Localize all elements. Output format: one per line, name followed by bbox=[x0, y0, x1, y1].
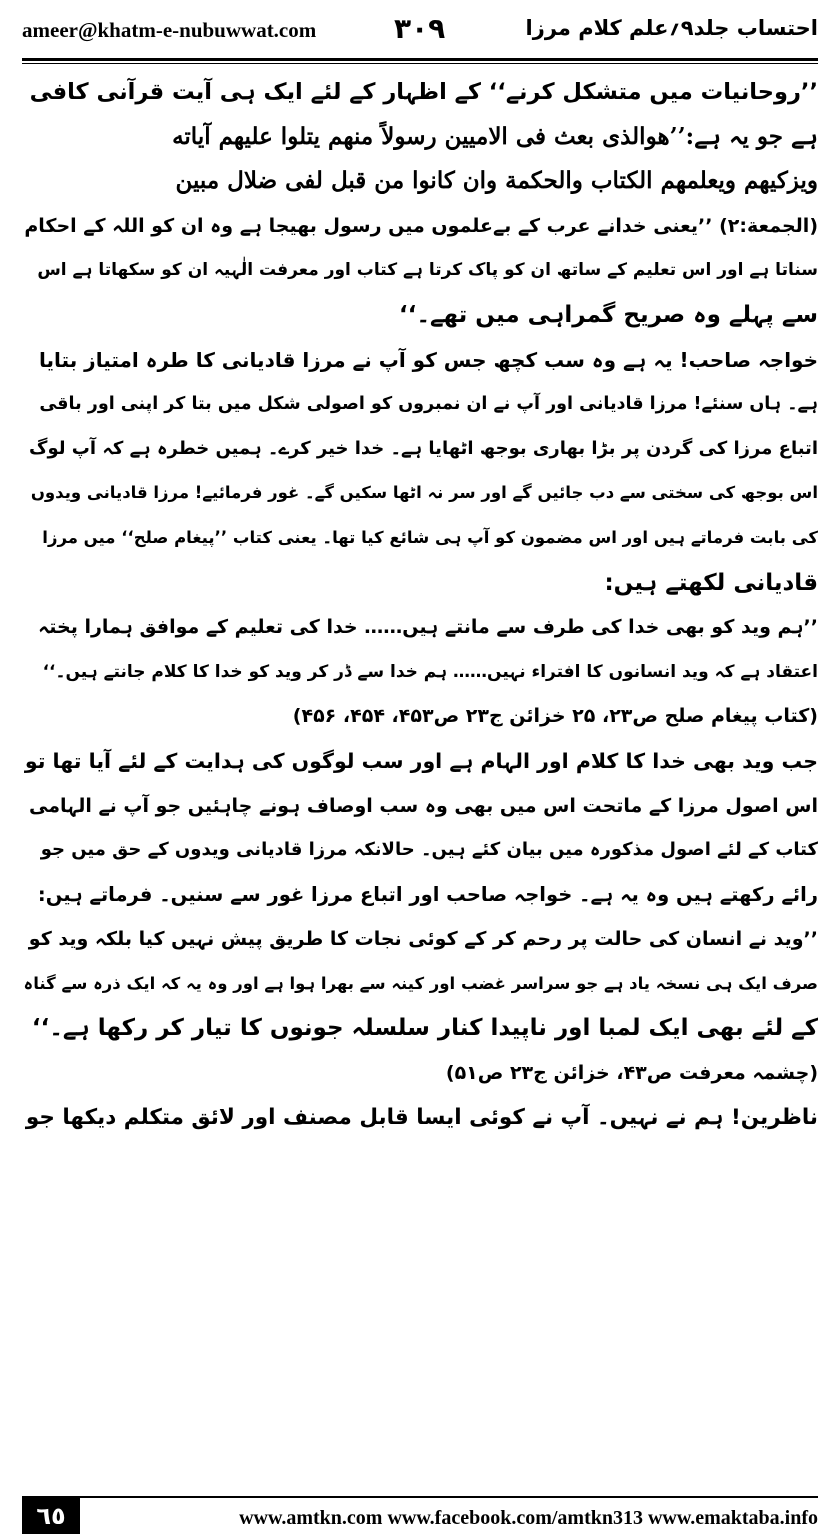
header-rule bbox=[22, 58, 818, 61]
body-line: سناتا ہے اور اس تعلیم کے ساتھ ان کو پاک کرتا ہے کتاب اور معرفت الٰہیہ ان کو سکھاتا ہے اس bbox=[37, 260, 818, 281]
body-line: ہے۔ ہاں سنئے! مرزا قادیانی اور آپ نے ان نمبروں کو اصولی شکل میں بتا کر اپنی اور باقی bbox=[39, 394, 818, 415]
body-line: کتاب کے لئے اصول مذکورہ میں بیان کئے ہیں۔ حالانکہ مرزا قادیانی ویدوں کے حق میں جو bbox=[40, 839, 818, 861]
body-line: قادیانی لکھتے ہیں: bbox=[604, 569, 818, 596]
footer-page-number: ٦٥ bbox=[22, 1498, 80, 1534]
quote-line: ’’وید نے انسان کی حالت پر رحم کر کے کوئی نجات کا طریق پیش نہیں کیا بلکہ وید کو bbox=[28, 928, 818, 951]
header-book-title: احتساب جلد۹؍علم کلام مرزا bbox=[525, 16, 818, 40]
body-line: کی بابت فرماتے ہیں اور اس مضمون کو آپ ہی شائع کیا تھا۔ یعنی کتاب ’’پیغام صلح‘‘ میں مرزا bbox=[42, 527, 818, 547]
body-line: ناظرین! ہم نے نہیں۔ آپ نے کوئی ایسا قابل مصنف اور لائق متکلم دیکھا جو bbox=[25, 1104, 818, 1130]
header-email: ameer@khatm-e-nubuwwat.com bbox=[22, 18, 317, 42]
body-line: ’’روحانیات میں متشکل کرنے‘‘ کے اظہار کے لئے ایک ہی آیت قرآنی کافی bbox=[29, 79, 818, 105]
footer-rule bbox=[22, 1496, 818, 1498]
body-line: رائے رکھتے ہیں وہ یہ ہے۔ خواجہ صاحب اور اتباع مرزا غور سے سنیں۔ فرماتے ہیں: bbox=[37, 882, 818, 906]
quote-line: صرف ایک ہی نسخہ یاد ہے جو سراسر غضب اور کینہ سے بھرا ہوا ہے اور وہ یہ کہ ایک ذرہ سے گناہ bbox=[23, 973, 818, 993]
body-line: اس اصول مرزا کے ماتحت اس میں بھی وہ سب اوصاف ہونے چاہئیں جو آپ نے الہامی bbox=[28, 794, 818, 817]
body-line: اس بوجھ کی سختی سے دب جائیں گے اور سر نہ اٹھا سکیں گے۔ غور فرمائیے! مرزا قادیانی ویدوں bbox=[30, 483, 818, 503]
body-line: ویزکیهم ویعلمهم الکتاب والحکمة وان کانوا من قبل لفی ضلال مبین bbox=[175, 167, 818, 195]
page-body bbox=[22, 70, 818, 1140]
citation: (چشمہ معرفت ص۴۳، خزائن ج۲۳ ص۵۱) bbox=[445, 1062, 818, 1085]
header-rule-thin bbox=[22, 63, 818, 64]
page-header bbox=[22, 14, 818, 50]
body-line: اتباع مرزا کی گردن پر بڑا بھاری بوجھ اٹھایا ہے۔ خدا خیر کرے۔ ہمیں خطرہ ہے کہ آپ لوگ bbox=[29, 437, 818, 459]
quote-line: کے لئے بھی ایک لمبا اور ناپیدا کنار سلسلہ جونوں کا تیار کر رکھا ہے۔‘‘ bbox=[31, 1015, 818, 1042]
footer-links: www.amtkn.com www.facebook.com/amtkn313 www.emaktaba.info bbox=[239, 1507, 818, 1529]
quote-line: اعتقاد ہے کہ وید انسانوں کا افتراء نہیں…… ہم خدا سے ڈر کر وید کو خدا کا کلام جانتے ہیں۔‘‘ bbox=[42, 661, 818, 682]
body-line: ہے جو یہ ہے:’’هوالذی بعث فی الامیین رسولاً منهم یتلوا علیهم آیاته bbox=[172, 122, 818, 150]
body-line: (الجمعة:۲) ’’یعنی خدانے عرب کے بےعلموں میں رسول بھیجا ہے وہ ان کو اللہ کے احکام bbox=[24, 214, 818, 237]
citation: (کتاب پیغام صلح ص۲۳، ۲۵ خزائن ج۲۳ ص۴۵۳، ۴۵۴، ۴۵۶) bbox=[292, 705, 818, 728]
quote-line: ’’ہم وید کو بھی خدا کی طرف سے مانتے ہیں…… خدا کی تعلیم کے موافق ہمارا پختہ bbox=[38, 616, 818, 639]
body-line: جب وید بھی خدا کا کلام اور الہام ہے اور سب لوگوں کی ہدایت کے لئے آیا تھا تو bbox=[24, 748, 818, 773]
header-page-number: ۳۰۹ bbox=[394, 12, 446, 45]
body-line: خواجہ صاحب! یہ ہے وہ سب کچھ جس کو آپ نے مرزا قادیانی کا طرہ امتیاز بتایا bbox=[39, 347, 818, 372]
body-line: سے پہلے وہ صریح گمراہی میں تھے۔‘‘ bbox=[399, 301, 818, 328]
